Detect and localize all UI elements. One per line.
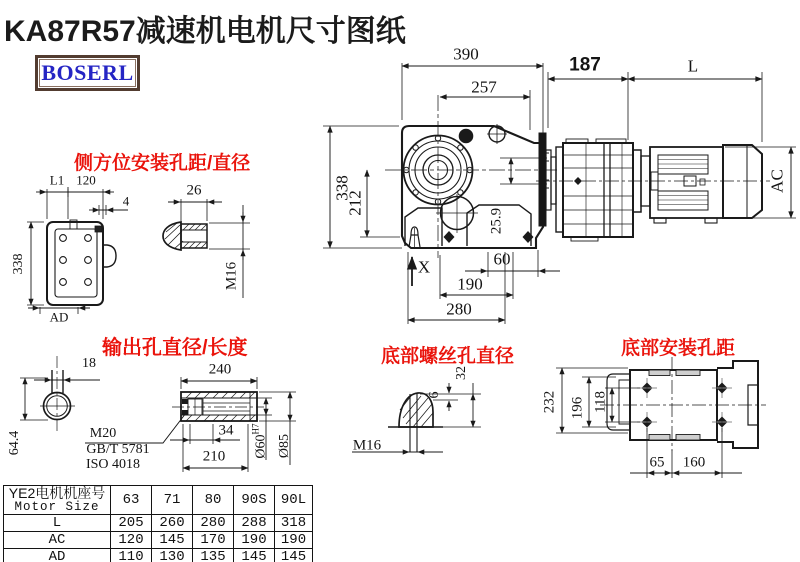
dim-190: 190 <box>457 274 483 294</box>
dim-390: 390 <box>453 44 479 64</box>
cell: 130 <box>152 549 193 562</box>
dim-m16-side: M16 <box>223 261 240 291</box>
cell: 145 <box>275 549 313 562</box>
dim-18: 18 <box>82 356 96 371</box>
page-title: KA87R57减速机电机尺寸图纸 <box>4 15 406 48</box>
label-output: 输出孔直径/长度 <box>102 337 248 359</box>
cell: 280 <box>193 515 234 532</box>
dim-160: 160 <box>682 454 706 471</box>
row-label: AD <box>4 549 111 562</box>
dim-34: 34 <box>218 422 234 439</box>
dim-60: 60 <box>493 249 511 269</box>
dim-65: 65 <box>649 454 665 471</box>
dim-iso: ISO 4018 <box>85 457 141 472</box>
table-row-ad <box>4 549 313 562</box>
dim-280: 280 <box>446 299 472 319</box>
cell: 170 <box>193 532 234 549</box>
row-label: AC <box>4 532 111 549</box>
table-col-90l: 90L <box>275 486 313 515</box>
dim-o85: Ø85 <box>277 433 292 459</box>
dim-ac-mark: AC <box>767 169 787 193</box>
dim-64-4: 64.4 <box>7 430 22 456</box>
dim-l-mark: L <box>687 56 699 76</box>
dim-338-main: 338 <box>332 175 352 201</box>
cell: 190 <box>234 532 275 549</box>
cell: 190 <box>275 532 313 549</box>
dim-26: 26 <box>186 182 202 199</box>
dim-120: 120 <box>76 172 96 188</box>
cell: 145 <box>234 549 275 562</box>
cell: 318 <box>275 515 313 532</box>
dim-338-rear: 338 <box>11 253 26 275</box>
label-bottom-mount: 底部安装孔距 <box>621 338 736 359</box>
table-header-cn: YE2电机机座号 <box>8 485 106 502</box>
dim-o60-tolerance: H7 <box>250 423 261 435</box>
brand-logo <box>35 55 140 91</box>
table-header-en: Motor Size <box>14 499 100 514</box>
brand-logo-text: BOSERL <box>41 60 134 85</box>
dim-210: 210 <box>202 448 226 465</box>
table-row-ac <box>4 532 313 549</box>
dim-257: 257 <box>471 77 497 97</box>
side-view-drawing <box>536 72 796 241</box>
dim-232: 232 <box>541 390 558 414</box>
table-col-71: 71 <box>152 486 193 515</box>
cell: 205 <box>111 515 152 532</box>
dim-32: 32 <box>454 366 469 380</box>
row-label: L <box>4 515 111 532</box>
rear-view-drawing <box>27 187 128 314</box>
dim-6: 6 <box>427 391 442 399</box>
dim-118: 118 <box>592 391 609 413</box>
dim-m20: M20 <box>89 426 117 441</box>
dim-25-9: 25.9 <box>488 207 505 235</box>
cell: 288 <box>234 515 275 532</box>
table-col-90s: 90S <box>234 486 275 515</box>
cell: 110 <box>111 549 152 562</box>
label-bottom-screw: 底部螺丝孔直径 <box>381 346 515 367</box>
table-col-63: 63 <box>111 486 152 515</box>
table-header-row <box>4 486 313 515</box>
dim-196: 196 <box>569 396 586 420</box>
cell: 135 <box>193 549 234 562</box>
cell: 120 <box>111 532 152 549</box>
motor-size-table <box>3 485 313 562</box>
cell: 260 <box>152 515 193 532</box>
dim-o60 <box>252 423 269 458</box>
table-row-l <box>4 515 313 532</box>
dim-o60-value: Ø60 <box>253 434 269 459</box>
table-col-80: 80 <box>193 486 234 515</box>
dim-x-mark: X <box>417 257 431 277</box>
table-header-cell <box>4 486 111 515</box>
dim-l1: L1 <box>49 172 65 188</box>
dim-ad-mark: AD <box>49 309 69 325</box>
dim-212: 212 <box>345 190 365 216</box>
dim-m16-bottom: M16 <box>352 437 382 454</box>
dim-4: 4 <box>122 193 130 209</box>
dim-gbt: GB/T 5781 <box>86 442 150 457</box>
label-side-mount: 侧方位安装孔距/直径 <box>74 153 251 174</box>
dim-187: 187 <box>569 54 601 76</box>
cell: 145 <box>152 532 193 549</box>
dim-240: 240 <box>208 361 232 378</box>
